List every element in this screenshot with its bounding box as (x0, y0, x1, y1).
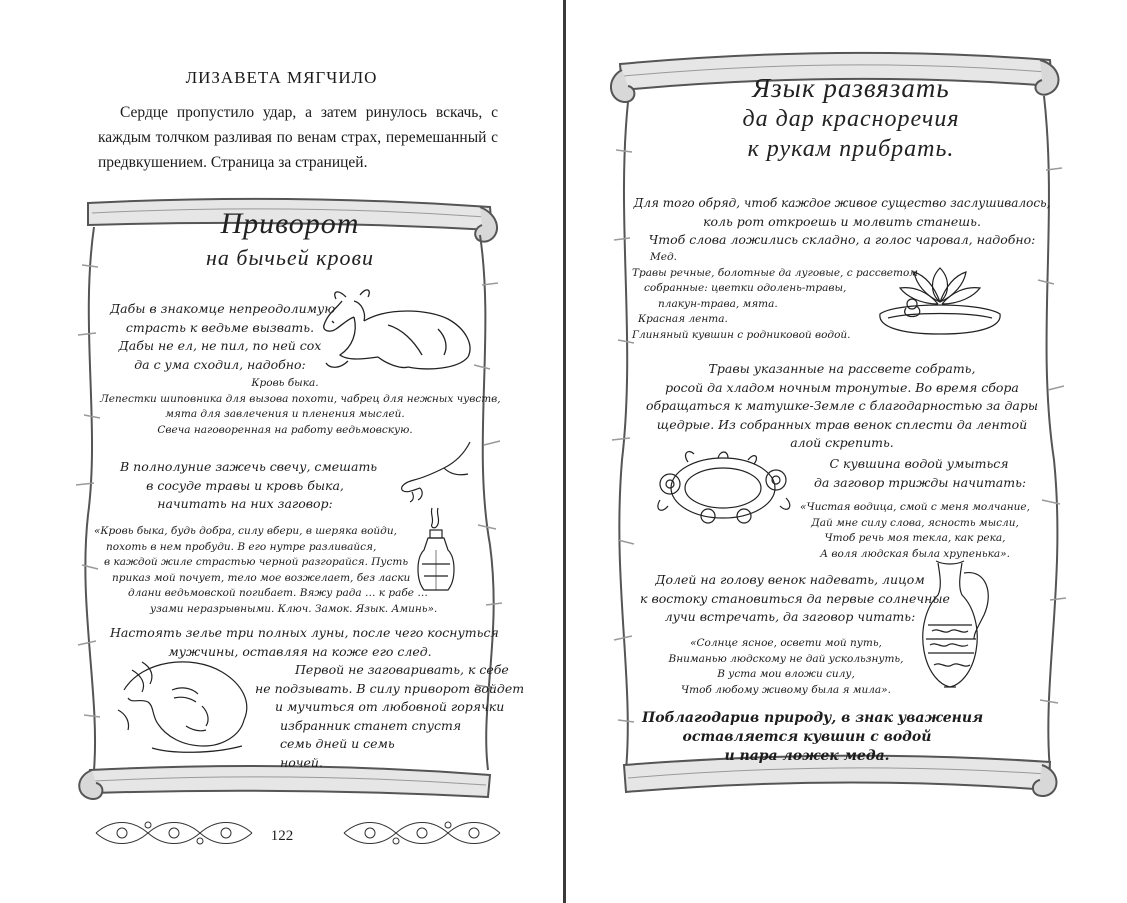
spell-intro: Для того обряд, чтоб каждое живое существо заслушивалось, коль рот откроешь и молвить станешь. Чтоб слова ложились складно, а голос чаровал, надобно: (633, 196, 1051, 247)
spell-title: Приворот на бычьей крови (206, 207, 374, 270)
instruction-paragraph: В полнолуние зажечь свечу, смешать в сосуде травы и кровь быка, начитать на них заговор: (120, 459, 378, 511)
second-incantation: «Солнце ясное, освети мой путь, Вниманью людскому не дай ускользнуть, В уста мои вложи силу, Чтоб любому живому была я мила». (668, 637, 904, 696)
spell-intro: Дабы в знакомце непреодолимую страсть к ведьме вызвать. Дабы не ел, не пил, по ней сох да с ума сходил, надобно: (110, 301, 336, 372)
final-instructions-continued: Первой не заговаривать, к себе не подзывать. В силу приворот войдет и мучиться от любовной горячки избранник станет спустя семь дней и семь ночей. (255, 662, 525, 770)
spell-incantation: «Кровь быка, будь добра, силу вбери, в шеряка войди, похоть в нем пробуди. В его нутре разливайся, в каждой жиле страстью черной разгорайся. Пусть приказ мой почует, тело мое возжелает, без ласки длани ведьмовской погибает. Вяжу рада … к рабе … узами неразрывными. Ключ. Замок. Язык. Аминь». (94, 525, 438, 615)
floral-ornament-left (92, 815, 257, 851)
bull-illustration (318, 285, 478, 380)
lotus-frog-illustration (872, 248, 1007, 338)
floral-ornament-right (340, 815, 505, 851)
clay-jug-illustration (910, 555, 1000, 695)
wreath-instruction: Долей на голову венок надевать, лицом к востоку становиться да первые солнечные лучи встречать, да заговор читать: (640, 572, 950, 624)
final-instructions: Настоять зелье три полных луны, после чего коснуться мужчины, оставляя на коже его след. (110, 625, 499, 659)
page-number: 122 (270, 828, 294, 844)
intro-paragraph: Сердце пропустило удар, а затем ринулось вскачь, с каждым толчком разливая по венам страх, перемешанный с предвкушением. Страница за страницей. (98, 104, 498, 171)
closing-text: Поблагодарив природу, в знак уважения оставляется кувшин с водой и пара ложек меда. (642, 710, 984, 764)
left-page (0, 0, 563, 903)
running-header: ЛИЗАВЕТА МЯГЧИЛО (185, 68, 378, 87)
ingredients-list: Мед. Травы речные, болотные да луговые, с рассветом собранные: цветки одолень-травы, плакун-трава, мята. Красная лента. Глиняный кувшин с родниковой водой. (632, 251, 919, 341)
sleeping-face-illustration (112, 650, 262, 755)
right-page (566, 0, 1127, 903)
first-incantation: «Чистая водица, смой с меня молчание, Дай мне силу слова, ясность мысли, Чтоб речь моя текла, как река, А воля людская была хрупенька». (800, 501, 1030, 560)
spell-title: Язык развязать да дар красноречия к рукам прибрать. (742, 73, 960, 162)
instruction-paragraph: Травы указанные на рассвете собрать, росой да хладом ночным тронутые. Во время сбора обращаться к матушке-Земле с благодарностью за дары щедрые. Из собранных трав венок сплести да лентой алой скрепить. (645, 361, 1039, 450)
ingredients-list: Кровь быка. Лепестки шиповника для вызова похоти, чабрец для нежных чувств, мята для завлечения и пленения мыслей. Свеча наговоренная на работу ведьмовскую. (100, 377, 501, 436)
herb-wreath-illustration (648, 440, 798, 535)
wash-instruction: С кувшина водой умыться да заговор трижды начитать: (814, 456, 1027, 490)
